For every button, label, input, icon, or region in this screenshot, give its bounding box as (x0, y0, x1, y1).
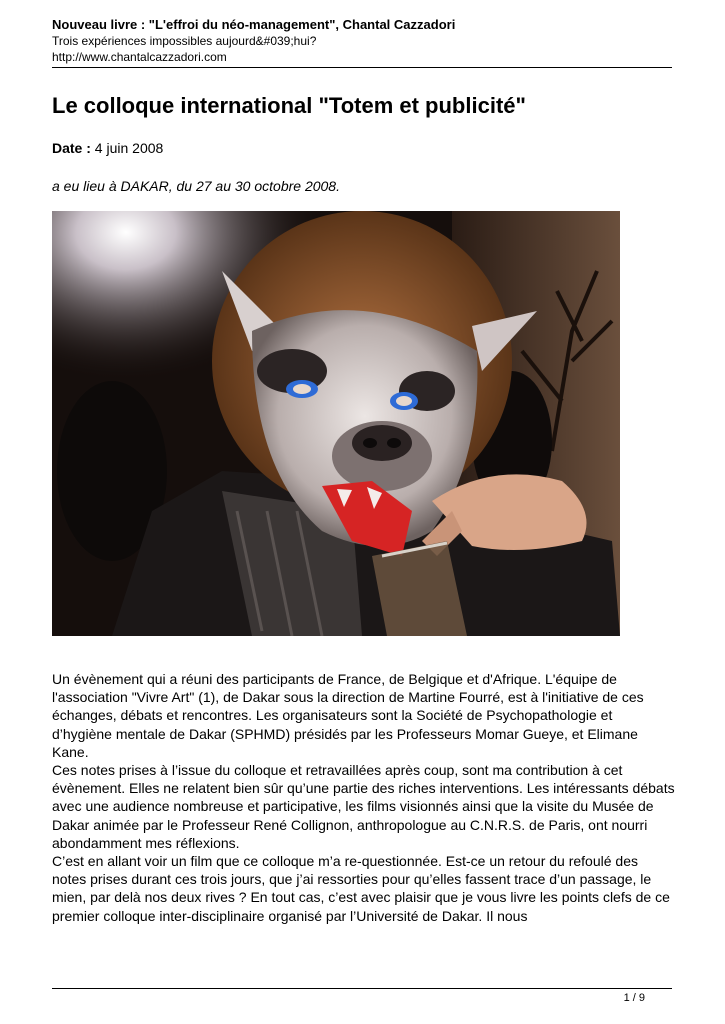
footer-divider (52, 988, 672, 989)
paragraph: Un évènement qui a réuni des participants de France, de Belgique et d'Afrique. L'équipe de l'association "Vivre Art" (1), de Dakar sous la direction de Martine Fourré, est à l'initiative de ces échanges, débats et rencontres. Les organisateurs sont la Société de Psychopathologie et d’hygiène mentale de Dakar (SPHMD) présidés par les Professeurs Momar Gueye, et Elimane Kane. (52, 671, 644, 760)
article-date (52, 139, 163, 157)
article-title: Le colloque international "Totem et publicité" (52, 93, 526, 118)
header-divider (52, 67, 672, 68)
date-value: 4 juin 2008 (90, 140, 164, 156)
paragraph: Ces notes prises à l’issue du colloque et retravaillées après coup, sont ma contribution à cet évènement. Elles ne relatent bien sûr qu’une partie des riches interventions. Les intéressants débats avec une audience nombreuse et participative, les films visionnés ainsi que la visite du Musée de Dakar animée par le Professeur René Collignon, anthropologue au C.N.R.S. de Paris, ont nourri abondamment mes réflexions. (52, 762, 675, 851)
article-lead: a eu lieu à DAKAR, du 27 au 30 octobre 2008. (52, 178, 340, 194)
page-number: 1 / 9 (623, 992, 645, 1004)
paragraph: C’est en allant voir un film que ce colloque m’a re-questionnée. Est-ce un retour du refoulé des notes prises durant ces trois jours, que j’ai ressorties pour qu’elles fassent trace d’un passage, le mien, par delà nos deux rives ? En tout cas, c’est avec plaisir que je vous livre les points clefs de ce premier colloque inter-disciplinaire organisé par l’Université de Dakar. Il nous (52, 853, 670, 924)
site-subtitle: Trois expériences impossibles aujourd&#039;hui? (52, 34, 317, 48)
site-url[interactable]: http://www.chantalcazzadori.com (52, 50, 227, 64)
masked-person-photo (52, 211, 620, 636)
date-label: Date : (52, 140, 91, 156)
document-header (52, 17, 672, 65)
site-title: Nouveau livre : "L'effroi du néo-management", Chantal Cazzadori (52, 17, 456, 32)
article-body (52, 670, 676, 925)
